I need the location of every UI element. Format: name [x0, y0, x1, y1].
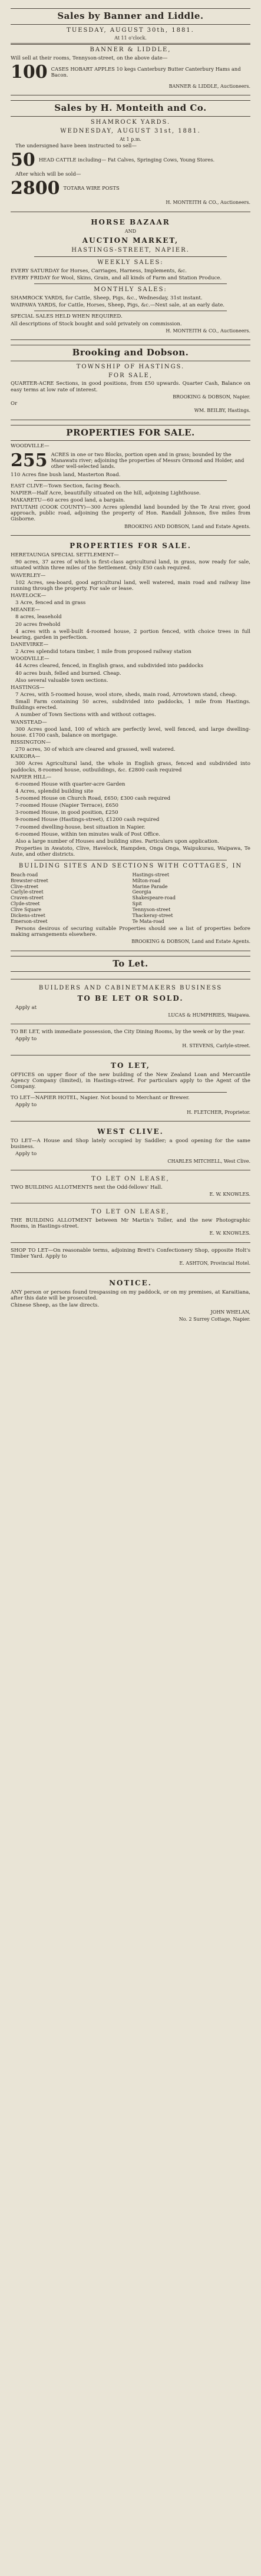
listing: 5-roomed House on Church Road, £650; £300 cash required [15, 796, 171, 802]
place-heading: RISSINGTON— [11, 739, 51, 746]
intro-text: Will sell at their rooms, Tennyson-street, on the above date— [11, 55, 168, 61]
firm-name: BANNER & LIDDLE, [90, 46, 171, 53]
site-item: Thackeray-street [132, 913, 173, 919]
listing: 300 Acres Agricultural land, the whole in English grass, fenced and subdivided into paddocks, 8-roomed house, outbuildings, &c. £2800 cash required [11, 761, 250, 773]
forsale-heading: FOR SALE, [108, 372, 153, 379]
ad-offices [11, 1056, 250, 1122]
listing: Also a large number of Houses and building sites. Particulars upon application. [15, 838, 219, 845]
ad-lease-oddfellows [11, 1170, 250, 1203]
site-item: Tennyson-street [132, 907, 171, 913]
heading: TO LET, [111, 1061, 150, 1070]
special-heading: SPECIAL SALES HELD WHEN REQUIRED. [11, 314, 123, 320]
site-item: Beach-road [11, 872, 38, 878]
listing: 270 acres, 30 of which are cleared and grassed, well watered. [15, 747, 176, 753]
ad-banner-title: PROPERTIES FOR SALE. [11, 425, 250, 441]
heading: HORSE BAZAAR [91, 217, 170, 226]
body-text [11, 1302, 250, 1308]
listing: Persons desirous of securing suitable Properties should see a list of properties before making arrangements elsewhere. [11, 926, 250, 938]
monthly-item: WAIPAWA YARDS, for Cattle, Horses, Sheep, Pigs, &c.—Next sale, at an early date. [11, 302, 225, 309]
ad-notice [11, 1273, 250, 1328]
body-text: QUARTER-ACRE Sections, in good positions, from £50 upwards. Quarter Cash, Balance on easy terms at low rate of interest. [11, 381, 250, 393]
site-item: Clyde-street [11, 901, 40, 907]
listing: 20 acres freehold [15, 621, 61, 628]
lot-description: TOTARA WIRE POSTS [63, 185, 120, 192]
signature: JOHN WHELAN, [210, 1310, 250, 1315]
lot-quantity: 2800 [11, 178, 60, 199]
ad-horse-bazaar [11, 212, 250, 340]
listing: 3 Acre, fenced and in grass [15, 600, 86, 606]
listing: 4 acres with a well-built 4-roomed house, 2 portion fenced, with choice trees in full bearing, garden in perfection. [11, 628, 250, 641]
ad-builders [11, 979, 250, 1024]
sale-date: TUESDAY, AUGUST 30th, 1881. [67, 27, 194, 34]
monthly-heading: MONTHLY SALES: [94, 286, 167, 293]
lot-row [11, 61, 250, 83]
sites-left [11, 872, 129, 925]
listing: 3-roomed House, in good position, £250 [15, 810, 118, 816]
heading: TO BE LET OR SOLD. [77, 994, 184, 1003]
site-item: Emerson-street [11, 919, 48, 925]
special-text: All descriptions of Stock bought and sold privately on commission. [11, 321, 182, 327]
site-item: Craven-street [11, 895, 44, 901]
listing: 9-roomed House (Hastings-street), £1200 cash required [15, 817, 160, 823]
weekly-item: EVERY SATURDAY for Horses, Carriages, Harness, Implements, &c. [11, 268, 187, 275]
sale-date: WEDNESDAY, AUGUST 31st, 1881. [60, 127, 201, 134]
signature: BROOKING & DOBSON, Land and Estate Agents. [131, 939, 250, 945]
divider [11, 43, 250, 45]
sites-heading: BUILDING SITES AND SECTIONS WITH COTTAGES, IN [18, 863, 243, 870]
divider [34, 1092, 227, 1093]
site-item: Marine Parade [132, 883, 168, 889]
lot-description: CASES HOBART APPLES 10 kegs Canterbury Butter Canterbury Hams and Bacon. [51, 65, 241, 78]
listing: Small Farm containing 50 acres, subdivided into paddocks, 1 mile from Hastings. Buildings erected. [11, 699, 250, 711]
signature: H. STEVENS, Carlyle-street. [182, 1043, 250, 1049]
divider [34, 283, 227, 284]
listing: Also several valuable town sections. [15, 677, 108, 684]
listing: 40 acres bush, felled and burned. Cheap. [15, 670, 121, 677]
body-text: ANY person or persons found trespassing on my paddock, or on my premises, at Karaitiana, after this date will be prosecuted. [11, 1289, 250, 1301]
apply-text: Apply at [15, 1005, 37, 1011]
ad-banner-liddle [11, 4, 250, 95]
site-item: Spit [132, 901, 142, 907]
intro-text: The undersigned have been instructed to sell— [15, 143, 137, 150]
ad-to-let-banner [11, 951, 250, 980]
divider [34, 480, 227, 481]
listing: 6-roomed House with quarter-acre Garden [15, 781, 125, 787]
ad-banner-title: Brooking and Dobson. [11, 345, 250, 361]
site-item: Carlyle-street [11, 889, 44, 895]
place-heading: NAPIER HILL— [11, 774, 52, 780]
listing: Properties in Awatoto, Clive, Havelock, Hampden, Onga Onga, Waipukurau, Waipawa, Te Aute, and other districts. [11, 846, 250, 858]
township-heading: TOWNSHIP OF HASTINGS. [76, 363, 185, 370]
signature: E. W. KNOWLES. [209, 1231, 250, 1236]
site-item: Dickens-street [11, 913, 45, 919]
signature: E. W. KNOWLES. [209, 1191, 250, 1197]
signature: WM. BEILBY, Hastings. [194, 408, 250, 414]
place-heading: WANSTEAD— [11, 719, 47, 725]
ad-properties-heretaunga [11, 536, 250, 951]
signature: CHARLES MITCHELL, West Clive. [167, 1158, 250, 1164]
place-heading: WOODVILLE— [11, 656, 49, 662]
weekly-item: EVERY FRIDAY for Wool, Skins, Grain, and all kinds of Farm and Station Produce. [11, 275, 222, 282]
place-heading: KAIKORA— [11, 754, 41, 760]
body-text: SHOP TO LET—On reasonable terms, adjoining Brett's Confectionery Shop, opposite Holt's Timber Yard. Apply to [11, 1247, 250, 1260]
signature: BROOKING & DOBSON, Napier. [173, 394, 250, 400]
body-text: TO LET—A House and Shop lately occupied by Saddler; a good opening for the same business. [11, 1138, 250, 1150]
lot-row [11, 151, 250, 169]
listing: 2 Acres splendid totara timber, 1 mile from proposed railway station [15, 649, 191, 655]
signature: BANNER & LIDDLE, Auctioneers. [169, 83, 250, 89]
lot-description: ACRES in one or two Blocks, portion open and in grass; bounded by the Manawatu river; adjoining the properties of Messrs Ormond and Holder, and other well-selected lands. [51, 451, 245, 469]
listing: NAPIER—Half Acre, beautifully situated on the hill, adjoining Lighthouse. [11, 490, 201, 496]
listing: 7 Acres, with 5-roomed house, wool store, sheds, main road, Arrowtown stand, cheap. [15, 691, 237, 698]
ad-banner-title: Sales by H. Monteith and Co. [11, 100, 250, 117]
listing: 90 acres, 37 acres of which is first-class agricultural land, in grass, now ready for sale, situated within three miles of the Settlement. Only £50 cash required. [11, 559, 250, 572]
signature: BROOKING AND DOBSON, Land and Estate Agents. [124, 523, 250, 529]
body-text: OFFICES on upper floor of the new building of the New Zealand Loan and Mercantile Agency Company (limited), in Hastings-street. For particulars apply to the Agent of the Company. [11, 1071, 250, 1090]
heading: AUCTION MARKET, [82, 236, 179, 245]
sale-time: At 1 p.m. [120, 136, 141, 142]
or-text: Or [11, 401, 18, 407]
lot-description: HEAD CATTLE including— Fat Calves, Springing Cows, Young Stores. [38, 157, 215, 163]
lot-row [11, 452, 250, 470]
apply-text: Apply to [15, 1151, 37, 1157]
ad-brooking-dobson [11, 340, 250, 420]
place-heading: HERETAUNGA SPECIAL SETTLEMENT— [11, 552, 119, 559]
ad-monteith-sale [11, 95, 250, 212]
heading: TO LET ON LEASE, [91, 1176, 170, 1183]
place-heading: WAVERLEY— [11, 572, 46, 579]
yard-name: SHAMROCK YARDS. [90, 118, 171, 126]
monthly-item: SHAMROCK YARDS, for Cattle, Sheep, Pigs, &c., Wednesday, 31st instant. [11, 295, 203, 302]
ad-lease-photographic [11, 1203, 250, 1243]
listing: MAKARETU—60 acres good land, a bargain. [11, 497, 125, 503]
place-heading: DANEVIRKE— [11, 641, 49, 648]
heading: WEST CLIVE. [97, 1127, 164, 1136]
place-heading: HASTINGS— [11, 684, 45, 691]
signature: LUCAS & HUMPHRIES, Waipawa. [168, 1012, 250, 1018]
site-item: Clive Square [11, 907, 42, 913]
apply-text: Apply to [15, 1036, 37, 1043]
inline-text: Chinese [11, 1302, 31, 1309]
site-item: Georgia [132, 889, 151, 895]
site-item: Hastings-street [132, 872, 170, 878]
inline-text: Sheep, as the law directs. [32, 1302, 100, 1309]
ad-shop-to-let [11, 1243, 250, 1273]
body-text: TO LET—NAPIER HOTEL, Napier. Not bound to Merchant or Brewer. [11, 1095, 190, 1101]
ad-city-dining [11, 1024, 250, 1056]
listing: 300 Acres good land, 100 of which are perfectly level, well fenced, and large dwelling-house. £1700 cash, balance on mortgage. [11, 726, 250, 738]
heading: AND [124, 228, 137, 234]
heading: BUILDERS AND CABINETMAKERS BUSINESS [38, 985, 223, 992]
listing: PATUTAHI (COOK COUNTY)—300 Acres splendid land bounded by the Te Arai river, good approach, public road, adjoining the property of Hon. Randall Johnson, five miles from Gisborne. [11, 504, 250, 523]
signature: H. MONTEITH & CO., Auctioneers. [166, 200, 250, 206]
listing: 44 Acres cleared, fenced, in English grass, and subdivided into paddocks [15, 663, 204, 669]
heading: TO LET ON LEASE, [91, 1209, 170, 1216]
weekly-heading: WEEKLY SALES: [97, 259, 164, 266]
sale-time: At 11 o'clock. [114, 35, 147, 41]
body-text: TWO BUILDING ALLOTMENTS next the Odd-fellows' Hall. [11, 1184, 163, 1190]
body-text: THE BUILDING ALLOTMENT between Mr Martin's Toller, and the new Photographic Rooms, in Hastings-street. [11, 1218, 250, 1230]
heading: NOTICE. [109, 1278, 152, 1287]
after-text: After which will be sold— [15, 171, 81, 178]
divider [34, 256, 227, 257]
lot-quantity: 100 [11, 61, 48, 83]
signature: E. ASHTON, Provincial Hotel. [179, 1261, 250, 1266]
lot-quantity: 50 [11, 150, 35, 171]
listing: 110 Acres fine bush land, Masterton Road. [11, 471, 121, 478]
signature: H. MONTEITH & CO., Auctioneers. [166, 328, 250, 334]
lot-row [11, 180, 250, 197]
place-heading: MEANEE— [11, 607, 40, 614]
place-heading: WOODVILLE— [11, 443, 49, 450]
site-item: Clive-street [11, 883, 39, 889]
signature: No. 2 Surrey Cottage, Napier. [179, 1316, 250, 1322]
ad-banner-title: Sales by Banner and Liddle. [11, 8, 250, 25]
listing: 6-roomed House, within ten minutes walk of Post Office. [15, 831, 161, 837]
listing: A number of Town Sections with and without cottages. [15, 712, 156, 718]
heading: PROPERTIES FOR SALE. [70, 541, 191, 550]
ad-properties-woodville [11, 420, 250, 536]
address: HASTINGS-STREET, NAPIER. [71, 247, 190, 254]
site-item: Shakespeare-road [132, 895, 176, 901]
sites-right [133, 872, 251, 925]
signature: H. FLETCHER, Proprietor. [187, 1109, 250, 1115]
listing: 8 acres, leasehold [15, 614, 62, 621]
site-item: Te Mata-road [132, 919, 164, 925]
lot-quantity: 255 [11, 450, 48, 471]
sites-columns [11, 872, 250, 925]
listing: 4 Acres, splendid building site [15, 788, 94, 794]
ad-banner-title: To Let. [11, 956, 250, 972]
place-heading: HAVELOCK— [11, 592, 47, 599]
ad-west-clive [11, 1122, 250, 1170]
listing: 7-roomed House (Napier Terrace), £650 [15, 803, 118, 809]
listing: 7-roomed dwelling-house, best situation in Napier. [15, 824, 146, 830]
site-item: Brewster-street [11, 878, 48, 883]
body-text: TO BE LET, with immediate possession, the City Dining Rooms, by the week or by the year. [11, 1029, 245, 1035]
listing: 102 Acres, sea-board, good agricultural land, well watered, main road and railway line running through the property. For sale or lease. [11, 579, 250, 592]
listing: EAST CLIVE—Town Section, facing Beach. [11, 483, 121, 489]
apply-text: Apply to [15, 1102, 37, 1109]
site-item: Milton-road [132, 878, 161, 883]
